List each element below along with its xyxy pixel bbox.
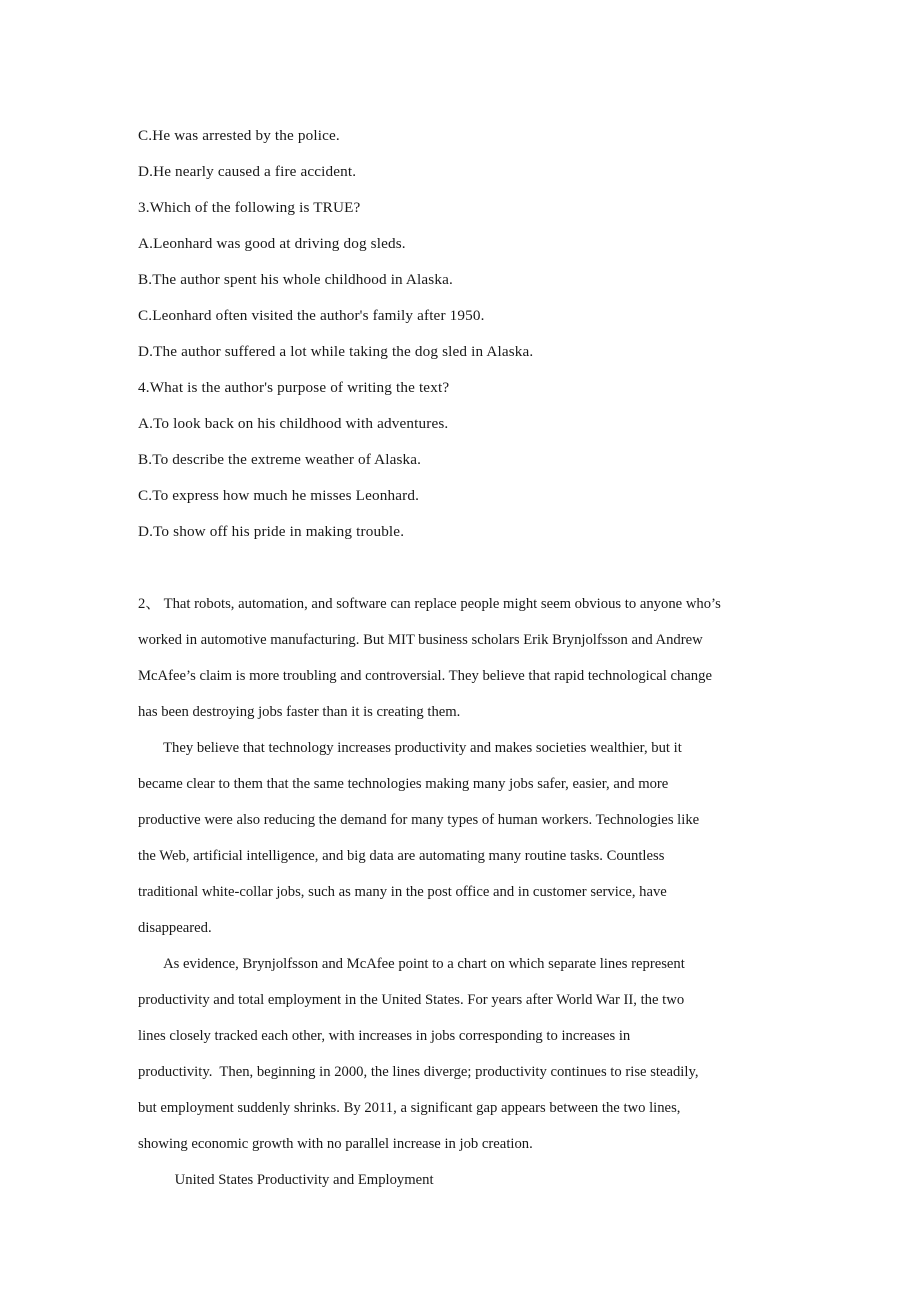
passage-line: became clear to them that the same technologies making many jobs safer, easier, and more bbox=[138, 775, 669, 792]
question-option-line: D.To show off his pride in making trouble. bbox=[138, 523, 405, 540]
passage-line: As evidence, Brynjolfsson and McAfee point to a chart on which separate lines represent bbox=[163, 955, 685, 972]
passage-line: the Web, artificial intelligence, and big data are automating many routine tasks. Countless bbox=[138, 847, 665, 864]
passage-line: McAfee’s claim is more troubling and controversial. They believe that rapid technological change bbox=[138, 667, 712, 684]
passage-line: traditional white-collar jobs, such as many in the post office and in customer service, have bbox=[138, 883, 667, 900]
passage-line: but employment suddenly shrinks. By 2011, a significant gap appears between the two lines, bbox=[138, 1099, 681, 1116]
question-option-line: D.The author suffered a lot while taking the dog sled in Alaska. bbox=[138, 343, 534, 360]
reading-comprehension-questions bbox=[138, 118, 838, 550]
passage-line: lines closely tracked each other, with increases in jobs corresponding to increases in bbox=[138, 1027, 631, 1044]
passage-line: productivity and total employment in the United States. For years after World War II, the two bbox=[138, 991, 685, 1008]
question-option-line: B.The author spent his whole childhood in Alaska. bbox=[138, 271, 453, 288]
question-option-line: D.He nearly caused a fire accident. bbox=[138, 163, 357, 180]
question-option-line: B.To describe the extreme weather of Alaska. bbox=[138, 451, 422, 468]
passage-two bbox=[138, 586, 838, 1198]
passage-line: productive were also reducing the demand for many types of human workers. Technologies like bbox=[138, 811, 700, 828]
passage-line: productivity. Then, beginning in 2000, the lines diverge; productivity continues to rise steadily, bbox=[138, 1063, 699, 1080]
question-option-line: C.To express how much he misses Leonhard. bbox=[138, 487, 420, 504]
question-option-line: C.He was arrested by the police. bbox=[138, 127, 340, 144]
passage-line: showing economic growth with no parallel increase in job creation. bbox=[138, 1135, 533, 1152]
passage-line: disappeared. bbox=[138, 919, 212, 936]
passage-line: They believe that technology increases productivity and makes societies wealthier, but it bbox=[163, 739, 682, 756]
question-stem-line: 4.What is the author's purpose of writing the text? bbox=[138, 379, 450, 396]
passage-line: worked in automotive manufacturing. But MIT business scholars Erik Brynjolfsson and Andrew bbox=[138, 631, 703, 648]
passage-line: has been destroying jobs faster than it is creating them. bbox=[138, 703, 461, 720]
question-option-line: A.To look back on his childhood with adventures. bbox=[138, 415, 449, 432]
question-option-line: A.Leonhard was good at driving dog sleds. bbox=[138, 235, 406, 252]
question-option-line: C.Leonhard often visited the author's family after 1950. bbox=[138, 307, 485, 324]
chart-caption: United States Productivity and Employment bbox=[174, 1171, 434, 1188]
question-stem-line: 3.Which of the following is TRUE? bbox=[138, 199, 361, 216]
passage-line: 2、 That robots, automation, and software can replace people might seem obvious to anyone who’s bbox=[138, 595, 721, 612]
